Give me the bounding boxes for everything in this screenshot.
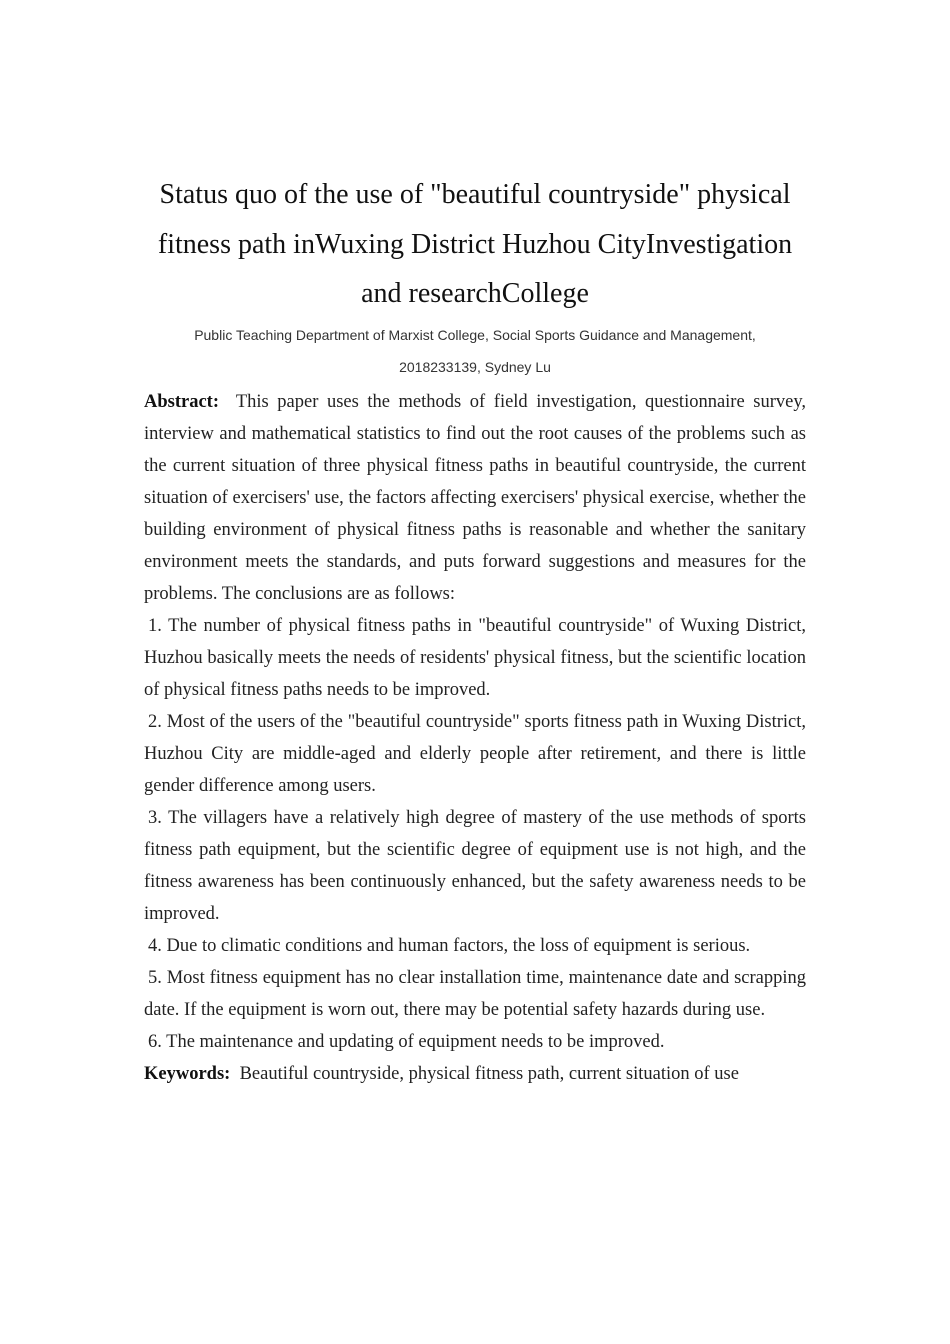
conclusion-item-4: 4. Due to climatic conditions and human factors, the loss of equipment is serious.: [148, 935, 751, 956]
keywords-paragraph: [144, 1058, 806, 1090]
abstract-text: This paper uses the methods of field investigation, questionnaire survey, interview and mathematical statistics to find out the root causes of the problems such as the current situation of three physical fitness paths in beautiful countryside, the current situation of exercisers' use, the factors affecting exercisers' physical exercise, whether the building environment of physical fitness paths is reasonable and whether the sanitary environment meets the standards, and puts forward suggestions and measures for the problems. The conclusions are as follows:: [144, 391, 806, 604]
keywords-text: Beautiful countryside, physical fitness path, current situation of use: [239, 1063, 739, 1084]
paper-page: [144, 170, 806, 1090]
conclusion-item-2: 2. Most of the users of the "beautiful countryside" sports fitness path in Wuxing District, Huzhou City are middle-aged and elderly people after retirement, and there is little gender difference among users.: [144, 711, 806, 796]
conclusion-item-5: 5. Most fitness equipment has no clear installation time, maintenance date and scrapping date. If the equipment is worn out, there may be potential safety hazards during use.: [144, 967, 806, 1020]
conclusion-item-1: 1. The number of physical fitness paths in "beautiful countryside" of Wuxing District, Huzhou basically meets the needs of residents' physical fitness, but the scientific location of physical fitness paths needs to be improved.: [144, 615, 806, 700]
abstract-paragraph: [144, 386, 806, 610]
abstract-label: Abstract:: [144, 391, 220, 412]
affiliation-line-2: 2018233139, Sydney Lu: [399, 358, 551, 375]
abstract-section: [144, 386, 806, 1090]
keywords-label: Keywords:: [144, 1063, 231, 1084]
paper-title: Status quo of the use of "beautiful countryside" physical fitness path inWuxing District Huzhou CityInvestigation and researchCollege: [157, 179, 793, 309]
conclusion-item-3: 3. The villagers have a relatively high degree of mastery of the use methods of sports fitness path equipment, but the scientific degree of equipment use is not high, and the fitness awareness has been continuously enhanced, but the safety awareness needs to be improved.: [144, 807, 806, 924]
affiliation-line-1: Public Teaching Department of Marxist College, Social Sports Guidance and Management,: [194, 326, 756, 343]
conclusion-item-6: 6. The maintenance and updating of equipment needs to be improved.: [148, 1031, 665, 1052]
